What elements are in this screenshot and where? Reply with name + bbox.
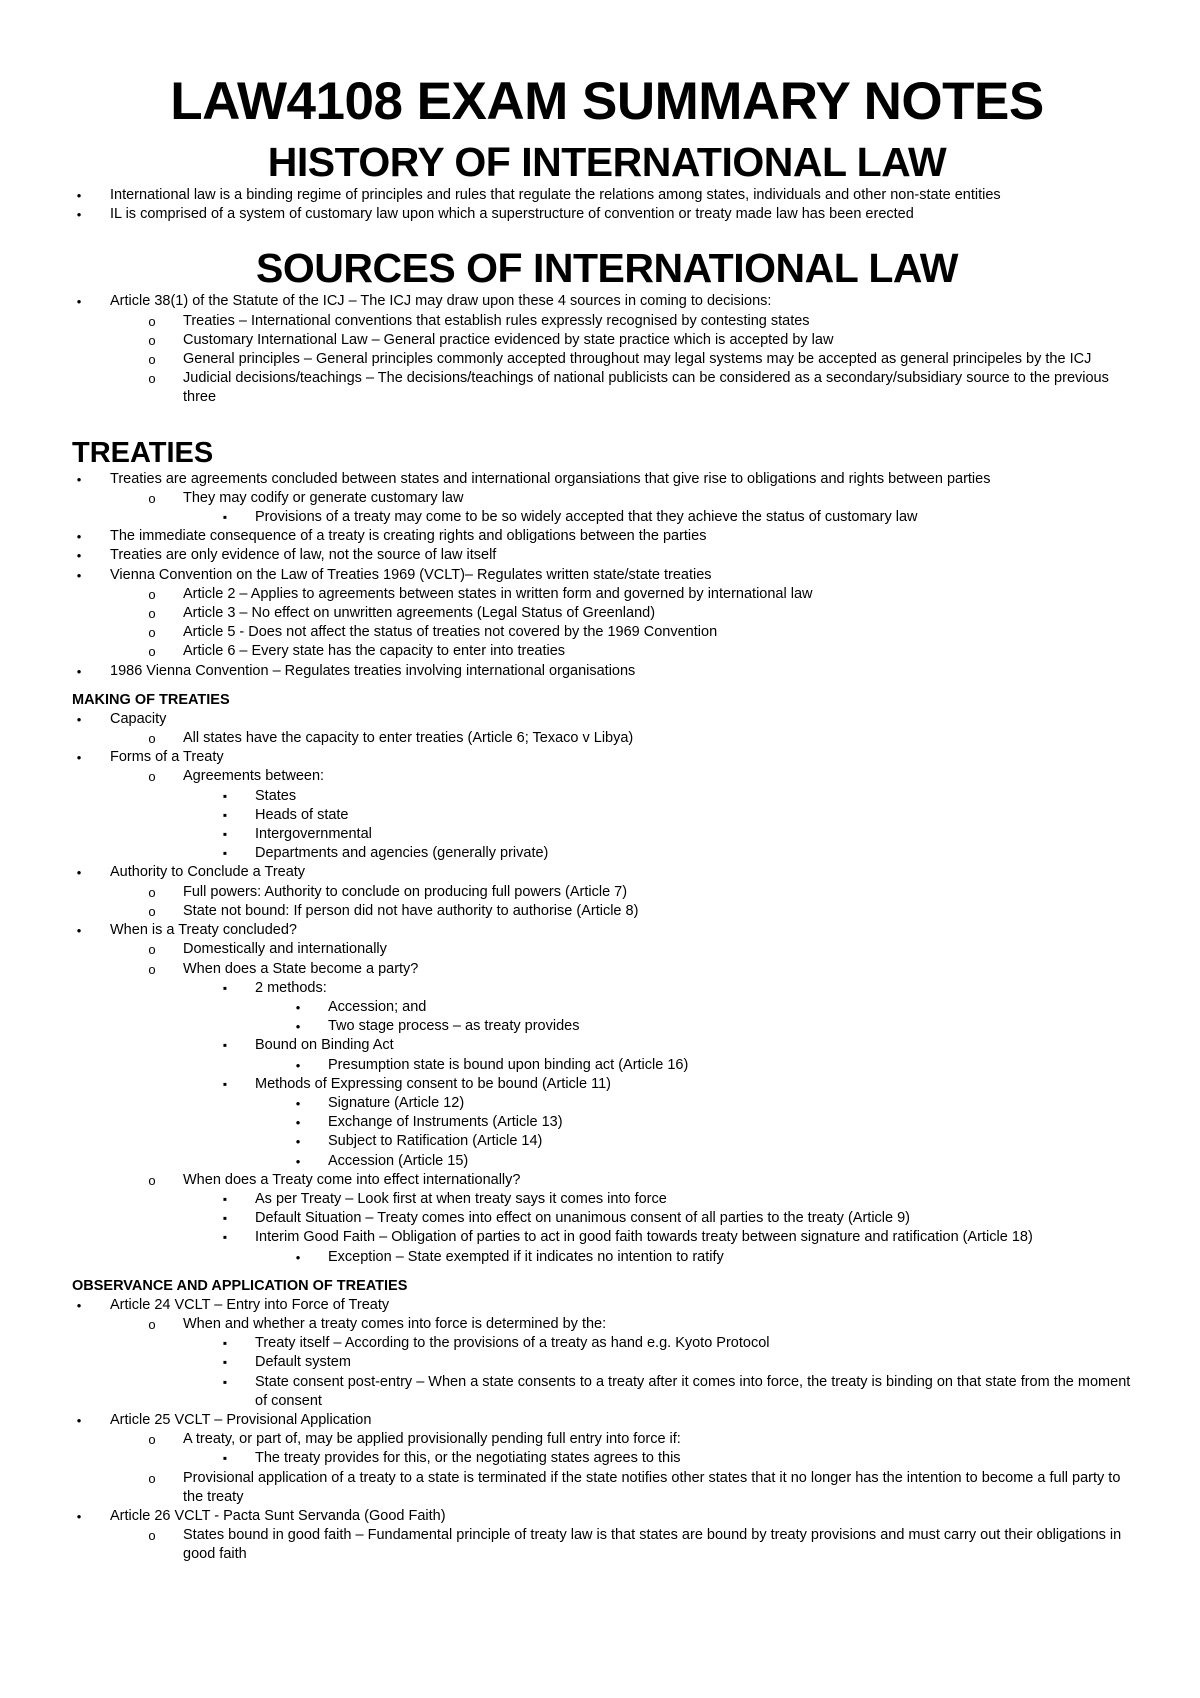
list-item-text: Interim Good Faith – Obligation of parties to act in good faith towards treaty between signature and ratification (Article 18) [255,1229,1033,1246]
bullet-dot-icon [291,998,305,1018]
bullet-dot-icon [72,921,86,941]
bullet-circle-icon [145,642,159,662]
list-item [72,1315,1142,1334]
bullet-circle-icon [145,1171,159,1191]
bullet-list [72,186,1142,224]
list-item [72,1449,1142,1468]
document-title: LAW4108 EXAM SUMMARY NOTES [170,72,1044,131]
list-item-text: 2 methods: [255,979,327,996]
bullet-square-icon [218,806,232,825]
list-item [72,1171,1142,1190]
list-item [72,767,1142,786]
bullet-circle-icon [145,729,159,749]
bullet-dot-icon [72,1296,86,1316]
bullet-dot-icon [72,710,86,730]
list-item [72,1228,1142,1247]
list-item-text: Article 5 - Does not affect the status of treaties not covered by the 1969 Convention [183,624,718,641]
list-item [72,729,1142,748]
list-item-text: Signature (Article 12) [328,1094,465,1111]
list-item-text: Accession; and [328,998,427,1015]
bullet-circle-icon [145,331,159,351]
list-item-text: Provisional application of a treaty to a state is terminated if the state notifies other states that it no longer has the intention to become a full party to the treaty [183,1469,1121,1505]
bullet-dot-icon [291,1017,305,1037]
list-item [72,642,1142,661]
list-item [72,186,1142,205]
list-item-text: Bound on Binding Act [255,1037,394,1054]
bullet-circle-icon [145,585,159,605]
document-page [72,72,1142,1565]
list-item [72,1411,1142,1430]
bullet-square-icon [218,1075,232,1094]
list-item-text: When does a State become a party? [183,960,419,977]
list-item-text: They may codify or generate customary law [183,489,464,506]
list-item [72,1075,1142,1094]
bullet-circle-icon [145,902,159,922]
list-item [72,998,1142,1017]
bullet-dot-icon [72,662,86,682]
list-item [72,350,1142,369]
list-item [72,1296,1142,1315]
bullet-square-icon [218,1334,232,1353]
bullet-square-icon [218,1209,232,1228]
list-item-text: International law is a binding regime of principles and rules that regulate the relations among states, individuals and other non-state entities [110,187,1001,203]
list-item-text: The treaty provides for this, or the negotiating states agrees to this [255,1450,681,1467]
list-item [72,604,1142,623]
list-item-text: Two stage process – as treaty provides [328,1018,580,1035]
list-item-text: Article 24 VCLT – Entry into Force of Treaty [110,1296,390,1313]
bullet-circle-icon [145,604,159,624]
list-item-text: Subject to Ratification (Article 14) [328,1133,543,1150]
bullet-square-icon [218,1228,232,1247]
list-item-text: Article 25 VCLT – Provisional Application [110,1411,372,1428]
list-item-text: Full powers: Authority to conclude on producing full powers (Article 7) [183,883,628,900]
list-item-text: Accession (Article 15) [328,1152,469,1169]
bullet-square-icon [218,508,232,527]
list-item [72,1132,1142,1151]
list-item [72,940,1142,959]
list-item [72,883,1142,902]
list-item [72,585,1142,604]
section-heading: OBSERVANCE AND APPLICATION OF TREATIES [72,1277,408,1294]
bullet-circle-icon [145,369,159,389]
list-item [72,1094,1142,1113]
bullet-dot-icon [291,1094,305,1114]
list-item [72,369,1142,407]
list-item [72,921,1142,940]
list-item [72,546,1142,565]
list-item-text: The immediate consequence of a treaty is creating rights and obligations between the parties [110,528,707,545]
bullet-square-icon [218,1449,232,1468]
list-item [72,331,1142,350]
list-item-text: State not bound: If person did not have authority to authorise (Article 8) [183,902,639,919]
bullet-circle-icon [145,312,159,332]
list-item-text: Treaties are agreements concluded between states and international organsiations that give rise to obligations and rights between parties [110,470,991,487]
list-item-text: Domestically and internationally [183,941,387,958]
bullet-square-icon [218,1036,232,1055]
list-item [72,470,1142,489]
list-item-text: Exchange of Instruments (Article 13) [328,1114,563,1131]
list-item-text: Default Situation – Treaty comes into effect on unanimous consent of all parties to the treaty (Article 9) [255,1210,910,1227]
list-item-text: IL is comprised of a system of customary law upon which a superstructure of convention or treaty made law has been erected [110,206,914,223]
bullet-list [72,470,1142,681]
bullet-dot-icon [291,1248,305,1268]
section-heading: MAKING OF TREATIES [72,691,230,708]
list-item-text: Treaty itself – According to the provisions of a treaty as hand e.g. Kyoto Protocol [255,1335,770,1352]
list-item-text: Treaties are only evidence of law, not the source of law itself [110,547,497,564]
bullet-dot-icon [72,1411,86,1431]
bullet-dot-icon [72,470,86,490]
list-item-text: Forms of a Treaty [110,749,224,766]
list-item [72,527,1142,546]
section-heading: HISTORY OF INTERNATIONAL LAW [267,139,947,185]
list-item-text: When is a Treaty concluded? [110,922,297,939]
list-item-text: States bound in good faith – Fundamental principle of treaty law is that states are bound by treaty provisions and must carry out their obligations in good faith [183,1527,1122,1563]
bullet-square-icon [218,787,232,806]
list-item-text: Article 3 – No effect on unwritten agreements (Legal Status of Greenland) [183,605,656,622]
bullet-circle-icon [145,623,159,643]
bullet-dot-icon [72,205,86,225]
bullet-dot-icon [291,1152,305,1172]
bullet-circle-icon [145,960,159,980]
list-item [72,1036,1142,1055]
list-item-text: Treaties – International conventions that establish rules expressly recognised by contesting states [183,312,810,329]
list-item-text: 1986 Vienna Convention – Regulates treaties involving international organisations [110,662,636,679]
list-item [72,205,1142,224]
bullet-dot-icon [72,292,86,312]
list-item [72,979,1142,998]
bullet-circle-icon [145,1315,159,1335]
list-item-text: Departments and agencies (generally private) [255,845,549,862]
list-item-text: Customary International Law – General practice evidenced by state practice which is accepted by law [183,331,834,348]
list-item [72,1430,1142,1449]
bullet-circle-icon [145,940,159,960]
list-item-text: Methods of Expressing consent to be bound (Article 11) [255,1075,611,1092]
list-item-text: Capacity [110,710,167,727]
list-item [72,566,1142,585]
list-item [72,806,1142,825]
list-item-text: General principles – General principles commonly accepted throughout may legal systems may be accepted as general principeles by the ICJ [183,351,1092,368]
bullet-dot-icon [291,1056,305,1076]
section-heading: TREATIES [72,436,214,469]
bullet-square-icon [218,825,232,844]
list-item-text: Article 26 VCLT - Pacta Sunt Servanda (Good Faith) [110,1507,446,1524]
list-item-text: State consent post-entry – When a state consents to a treaty after it comes into force, the treaty is binding on that state from the moment of consent [255,1373,1131,1409]
list-item [72,710,1142,729]
bullet-dot-icon [72,527,86,547]
list-item-text: All states have the capacity to enter treaties (Article 6; Texaco v Libya) [183,730,634,747]
bullet-circle-icon [145,1526,159,1546]
list-item [72,1526,1142,1564]
list-item [72,508,1142,527]
bullet-circle-icon [145,1469,159,1489]
list-item [72,1056,1142,1075]
list-item [72,1113,1142,1132]
bullet-dot-icon [291,1132,305,1152]
list-item [72,960,1142,979]
list-item [72,1353,1142,1372]
bullet-square-icon [218,1373,232,1392]
bullet-square-icon [218,1190,232,1209]
list-item-text: Exception – State exempted if it indicates no intention to ratify [328,1248,724,1265]
bullet-dot-icon [72,1507,86,1527]
list-item [72,787,1142,806]
list-item [72,312,1142,331]
list-item [72,1334,1142,1353]
list-item-text: When does a Treaty come into effect internationally? [183,1171,521,1188]
bullet-list [72,292,1142,407]
bullet-square-icon [218,1353,232,1372]
bullet-dot-icon [72,186,86,206]
list-item [72,825,1142,844]
list-item [72,623,1142,642]
bullet-circle-icon [145,489,159,509]
list-item [72,1248,1142,1267]
document-body [72,138,1142,1565]
list-item-text: Intergovernmental [255,826,372,843]
list-item-text: Presumption state is bound upon binding act (Article 16) [328,1056,689,1073]
list-item [72,1507,1142,1526]
list-item-text: As per Treaty – Look first at when treaty says it comes into force [255,1190,667,1207]
bullet-dot-icon [72,546,86,566]
list-item-text: Heads of state [255,806,349,823]
list-item-text: Default system [255,1354,351,1371]
list-item-text: Article 2 – Applies to agreements between states in written form and governed by international law [183,585,813,602]
list-item-text: A treaty, or part of, may be applied provisionally pending full entry into force if: [183,1431,681,1448]
list-item [72,1017,1142,1036]
bullet-circle-icon [145,767,159,787]
list-item-text: When and whether a treaty comes into force is determined by the: [183,1315,607,1332]
list-item [72,1209,1142,1228]
list-item-text: Provisions of a treaty may come to be so widely accepted that they achieve the status of customary law [255,509,918,526]
list-item [72,1373,1142,1411]
bullet-dot-icon [72,748,86,768]
list-item [72,489,1142,508]
bullet-list [72,1296,1142,1565]
bullet-dot-icon [291,1113,305,1133]
list-item [72,844,1142,863]
list-item-text: Authority to Conclude a Treaty [110,864,306,881]
bullet-dot-icon [72,566,86,586]
list-item-text: Judicial decisions/teachings – The decisions/teachings of national publicists can be considered as a secondary/subsidiary source to the previous three [183,370,1109,406]
list-item [72,292,1142,311]
list-item [72,1190,1142,1209]
list-item [72,1152,1142,1171]
list-item [72,748,1142,767]
list-item [72,662,1142,681]
list-item-text: Article 6 – Every state has the capacity to enter into treaties [183,643,566,660]
list-item-text: Vienna Convention on the Law of Treaties 1969 (VCLT)– Regulates written state/state treaties [110,566,712,583]
bullet-circle-icon [145,1430,159,1450]
bullet-circle-icon [145,350,159,370]
bullet-square-icon [218,979,232,998]
bullet-circle-icon [145,883,159,903]
list-item [72,863,1142,882]
list-item-text: Agreements between: [183,768,325,785]
bullet-list [72,710,1142,1267]
list-item-text: States [255,787,297,804]
bullet-dot-icon [72,863,86,883]
list-item [72,902,1142,921]
list-item [72,1469,1142,1507]
section-heading: SOURCES OF INTERNATIONAL LAW [256,245,958,292]
bullet-square-icon [218,844,232,863]
list-item-text: Article 38(1) of the Statute of the ICJ – The ICJ may draw upon these 4 sources in coming to decisions: [110,293,772,310]
